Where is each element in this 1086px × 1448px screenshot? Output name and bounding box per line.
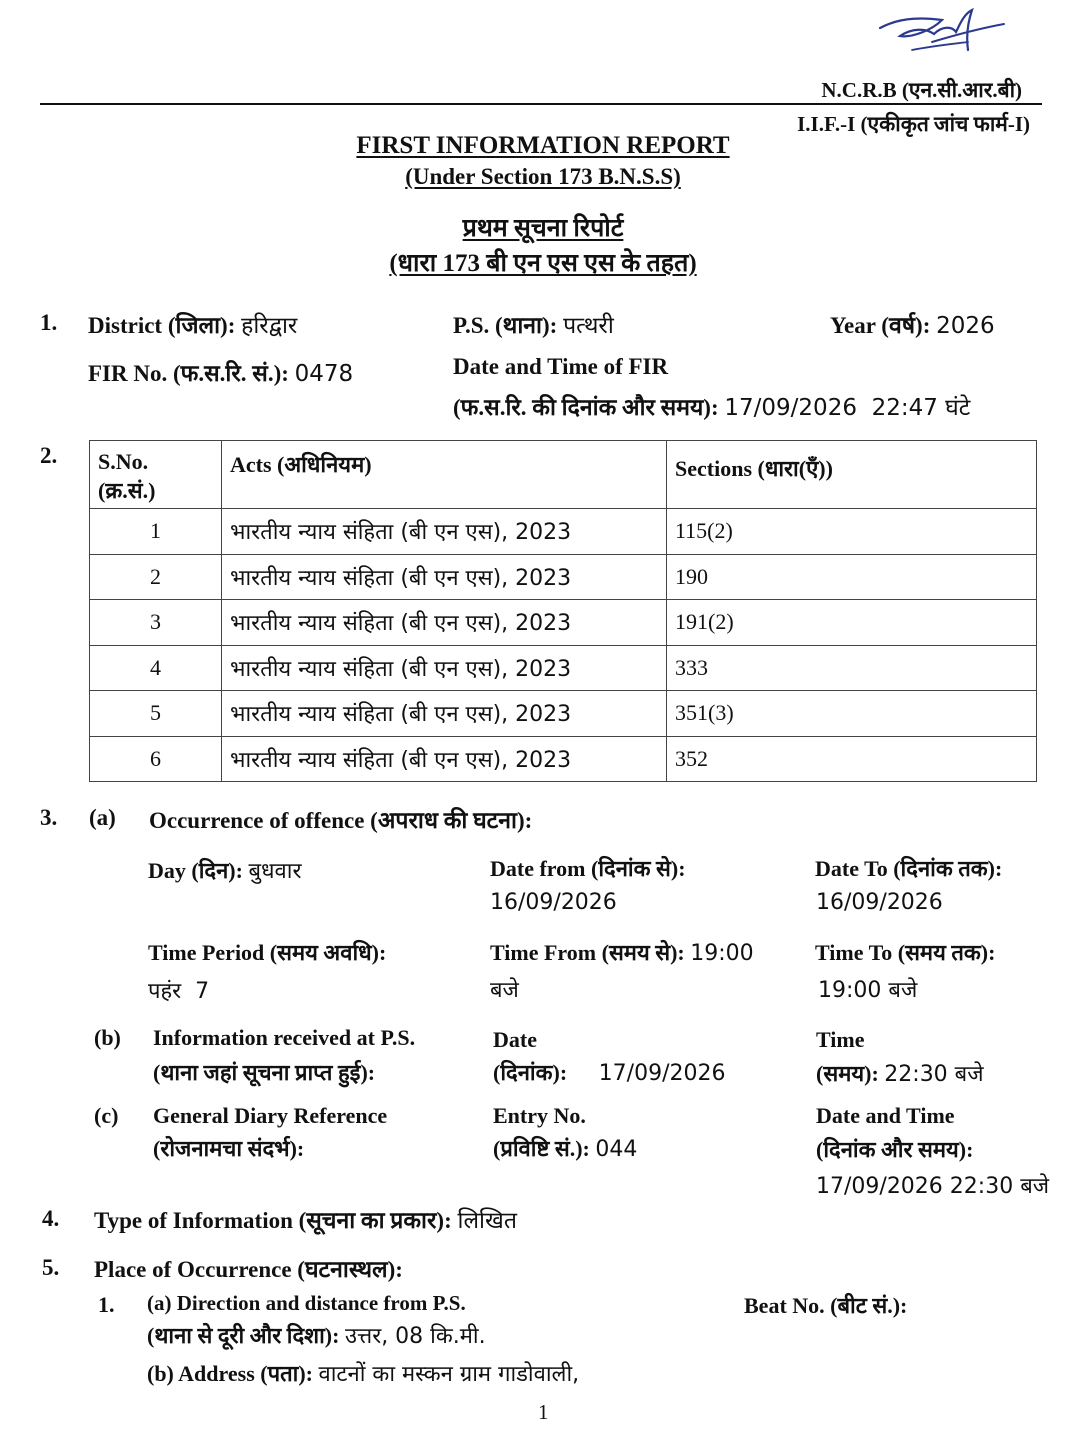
info-time-value: 22:30 बजे [884,1062,984,1087]
row-section: 352 [667,736,1037,782]
section-3-number: 3. [40,805,58,830]
info-date-field [493,1057,725,1087]
time-from-field [490,937,754,967]
row-section: 191(2) [667,600,1037,646]
fir-number-label: FIR No. (फ.स.रि. सं.): [88,361,289,386]
row-section: 190 [667,554,1037,600]
direction-distance-value: उत्तर, 08 कि.मी. [344,1324,486,1349]
header-rule [40,103,1042,105]
header-acts: Acts (अधिनियम) [222,441,667,509]
direction-distance-label: (a) Direction and distance from P.S. [147,1291,466,1315]
direction-distance-label-hindi: (थाना से दूरी और दिशा): [147,1323,340,1348]
time-period-label: Time Period (समय अवधि): [148,940,387,965]
table-row [90,600,1037,646]
info-date-value: 17/09/2026 [598,1061,726,1086]
section-3c-label: (c) [94,1103,119,1128]
time-to-label: Time To (समय तक): [815,940,996,965]
district-label: District (जिला): [88,313,236,338]
title-hindi: प्रथम सूचना रिपोर्ट [462,215,624,242]
police-station-field [453,308,614,340]
info-time-label-hindi: (समय): [816,1061,879,1086]
signature-mark [872,6,1008,62]
table-row [90,509,1037,555]
section-2-number: 2. [40,443,58,468]
gd-reference-label-hindi: (रोजनामचा संदर्भ): [153,1136,305,1161]
table-row [90,736,1037,782]
section-4-number: 4. [42,1206,60,1231]
row-act: भारतीय न्याय संहिता (बी एन एस), 2023 [222,691,667,737]
row-sno: 1 [90,509,222,555]
info-time-label: Time [816,1027,865,1052]
row-sno: 2 [90,554,222,600]
section-3b-label: (b) [94,1025,121,1050]
date-to-label: Date To (दिनांक तक): [815,856,1003,881]
occurrence-title: Occurrence of offence (अपराध की घटना): [149,808,533,833]
direction-distance-field [147,1320,486,1350]
day-field [148,855,302,885]
info-type-value: लिखित [457,1208,517,1234]
time-to-value: 19:00 बजे [818,978,918,1003]
fir-datetime-label-hindi: (फ.स.रि. की दिनांक और समय): [453,395,719,420]
info-date-label: Date [493,1027,537,1052]
fir-number-value: 0478 [294,361,354,387]
year-field [830,308,995,340]
district-field [88,308,297,340]
ncrb-label: N.C.R.B (एन.सी.आर.बी) [821,78,1022,102]
row-sno: 5 [90,691,222,737]
row-act: भारतीय न्याय संहिता (बी एन एस), 2023 [222,509,667,555]
place-of-occurrence-label: Place of Occurrence (घटनास्थल): [94,1257,403,1282]
header-sections: Sections (धारा(एँ)) [667,441,1037,509]
info-type-field [94,1203,517,1235]
beat-no-label: Beat No. (बीट सं.): [744,1293,908,1318]
row-section: 351(3) [667,691,1037,737]
fir-datetime-value: 17/09/2026 22:47 घंटे [724,395,971,421]
title-english: FIRST INFORMATION REPORT [356,132,730,159]
time-from-value: 19:00 [690,941,754,966]
address-value: वाटनों का मस्कन ग्राम गाडोवाली, [318,1362,580,1387]
police-station-label: P.S. (थाना): [453,313,558,338]
page-number: 1 [538,1400,549,1424]
fir-datetime-label: Date and Time of FIR [453,354,669,379]
police-station-value: पत्थरी [563,313,614,339]
time-period-value: पहंर 7 [148,979,210,1004]
row-sno: 6 [90,736,222,782]
fir-datetime-field [453,390,970,422]
row-sno: 4 [90,645,222,691]
date-from-value: 16/09/2026 [490,890,617,915]
info-date-label-hindi: (दिनांक): [493,1060,568,1085]
gd-reference-label: General Diary Reference [153,1103,388,1128]
day-label: Day (दिन): [148,858,243,883]
date-from-label: Date from (दिनांक से): [490,856,686,881]
fir-number-field [88,356,353,388]
entry-no-label-hindi: (प्रविष्टि सं.): [493,1136,590,1161]
gd-datetime-label-hindi: (दिनांक और समय): [816,1137,974,1162]
time-from-unit: बजे [490,978,519,1003]
gd-datetime-label: Date and Time [816,1103,955,1128]
row-act: भारतीय न्याय संहिता (बी एन एस), 2023 [222,600,667,646]
table-row [90,554,1037,600]
title-hindi-subtitle: (धारा 173 बी एन एस एस के तहत) [389,250,697,277]
info-received-label: Information received at P.S. [153,1025,416,1050]
row-section: 115(2) [667,509,1037,555]
entry-no-field [493,1133,637,1163]
year-value: 2026 [936,313,995,339]
info-received-label-hindi: (थाना जहां सूचना प्राप्त हुई): [153,1060,376,1085]
row-act: भारतीय न्याय संहिता (बी एन एस), 2023 [222,645,667,691]
place-item-number: 1. [98,1292,115,1317]
day-value: बुधवार [248,859,302,884]
title-english-subtitle: (Under Section 173 B.N.S.S) [405,164,681,189]
entry-no-label: Entry No. [493,1103,586,1128]
address-label: (b) Address (पता): [147,1361,313,1386]
section-1-number: 1. [40,310,58,335]
entry-no-value: 044 [595,1137,638,1162]
gd-datetime-value: 17/09/2026 22:30 बजे [816,1174,1050,1199]
date-to-value: 16/09/2026 [816,890,943,915]
row-section: 333 [667,645,1037,691]
district-value: हरिद्वार [241,313,298,339]
info-type-label: Type of Information (सूचना का प्रकार): [94,1208,452,1233]
info-time-field [816,1058,984,1088]
acts-sections-table [89,440,1037,782]
form-label: I.I.F.-I (एकीकृत जांच फार्म-I) [797,112,1030,136]
table-row [90,645,1037,691]
time-from-label: Time From (समय से): [490,940,685,965]
section-3a-label: (a) [89,805,116,830]
table-header-row [90,441,1037,509]
section-5-number: 5. [42,1255,60,1280]
header-sno: S.No. (क्र.सं.) [90,441,222,509]
year-label: Year (वर्ष): [830,313,931,338]
table-row [90,691,1037,737]
row-act: भारतीय न्याय संहिता (बी एन एस), 2023 [222,736,667,782]
row-act: भारतीय न्याय संहिता (बी एन एस), 2023 [222,554,667,600]
row-sno: 3 [90,600,222,646]
address-field [147,1358,579,1388]
